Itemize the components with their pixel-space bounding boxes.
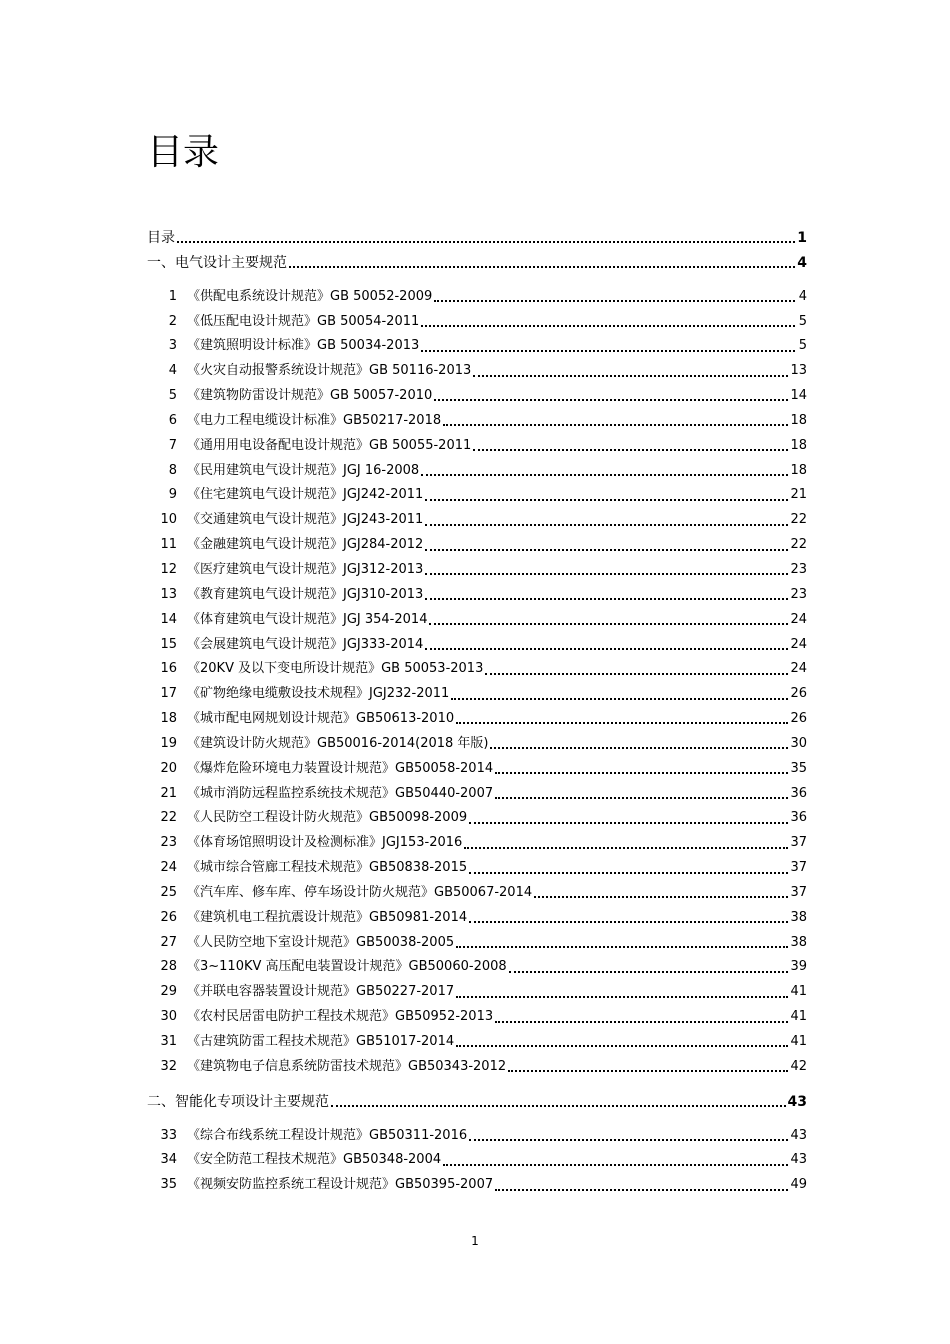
toc-dot-leader xyxy=(451,689,788,701)
toc-entry-link[interactable] xyxy=(147,459,807,484)
toc-entry-link[interactable] xyxy=(147,980,807,1005)
toc-entry-number: 2 xyxy=(168,313,177,329)
toc-entry-title: 《金融建筑电气设计规范》JGJ284-2012 xyxy=(187,537,424,553)
toc-page-number: 42 xyxy=(790,1058,807,1074)
toc-dot-leader xyxy=(456,1036,788,1048)
toc-dot-leader xyxy=(425,540,788,552)
toc-entry-title: 《人民防空工程设计防火规范》GB50098-2009 xyxy=(187,810,468,826)
toc-entry-link[interactable] xyxy=(147,1173,807,1198)
toc-dot-leader xyxy=(495,1180,788,1192)
toc-page-number: 39 xyxy=(790,959,807,975)
toc-dot-leader xyxy=(473,366,788,378)
toc-entry-title: 《交通建筑电气设计规范》JGJ243-2011 xyxy=(187,512,424,528)
toc-entry-link[interactable] xyxy=(147,1005,807,1030)
toc-dot-leader xyxy=(177,232,795,244)
toc-entry-title: 《电力工程电缆设计标准》GB50217-2018 xyxy=(187,412,442,428)
toc-entry-number: 31 xyxy=(160,1034,177,1049)
toc-page-number: 24 xyxy=(790,611,807,627)
toc-page-number: 37 xyxy=(790,835,807,851)
toc-entry-link[interactable] xyxy=(147,931,807,956)
toc-page-number: 22 xyxy=(790,512,807,528)
toc-entry-number: 15 xyxy=(160,636,177,652)
toc-dot-leader xyxy=(508,1061,788,1073)
toc-entry-number: 28 xyxy=(160,959,177,975)
toc-entry-link[interactable] xyxy=(147,1124,807,1149)
toc-page-number: 38 xyxy=(790,934,807,950)
toc-dot-leader xyxy=(456,987,788,999)
toc-entry-link[interactable] xyxy=(147,757,807,782)
toc-entry-title: 《低压配电设计规范》GB 50054-2011 xyxy=(187,313,420,329)
toc-entry-number: 19 xyxy=(160,735,177,751)
toc-entry-link[interactable] xyxy=(147,831,807,856)
toc-dot-leader xyxy=(421,316,795,328)
toc-entry-title: 《20KV 及以下变电所设计规范》GB 50053-2013 xyxy=(187,661,484,677)
toc-entry-title: 《综合布线系统工程设计规范》GB50311-2016 xyxy=(187,1127,468,1143)
toc-entry-number: 10 xyxy=(160,512,177,528)
toc-entry-link[interactable] xyxy=(147,583,807,608)
toc-entry-number: 7 xyxy=(168,437,177,453)
toc-entry-number: 22 xyxy=(160,810,177,826)
toc-entry-number: 6 xyxy=(168,412,177,428)
toc-page-number: 41 xyxy=(790,1034,807,1049)
toc-entry-title: 《矿物绝缘电缆敷设技术规程》JGJ232-2011 xyxy=(187,686,450,702)
toc-page-number: 43 xyxy=(790,1152,807,1168)
toc-entry-number: 20 xyxy=(160,760,177,776)
toc-entry-title: 《民用建筑电气设计规范》JGJ 16-2008 xyxy=(187,462,420,478)
toc-entry-title: 《古建筑防雷工程技术规范》GB51017-2014 xyxy=(187,1034,455,1049)
toc-entry-link[interactable] xyxy=(147,955,807,980)
toc-entry-title: 《供配电系统设计规范》GB 50052-2009 xyxy=(187,288,433,304)
toc-page-number: 4 xyxy=(797,254,807,271)
toc-entry-link[interactable] xyxy=(147,384,807,409)
toc-page-number: 41 xyxy=(790,1009,807,1025)
toc-page-number: 13 xyxy=(790,363,807,379)
page-title: 目录 xyxy=(147,132,220,173)
toc-section-link[interactable] xyxy=(147,226,807,251)
toc-dot-leader xyxy=(469,1130,788,1142)
toc-entry-link[interactable] xyxy=(147,657,807,682)
toc-entry-title: 一、电气设计主要规范 xyxy=(147,254,287,271)
toc-entry-link[interactable] xyxy=(147,707,807,732)
toc-page-number: 43 xyxy=(787,1093,807,1110)
toc-dot-leader xyxy=(473,440,788,452)
toc-entry-number: 17 xyxy=(160,686,177,702)
toc-page-number: 14 xyxy=(790,388,807,404)
toc-entry-link[interactable] xyxy=(147,483,807,508)
toc-entry-title: 《城市综合管廊工程技术规范》GB50838-2015 xyxy=(187,860,468,876)
toc-entry-number: 9 xyxy=(168,487,177,503)
toc-page-number: 37 xyxy=(790,860,807,876)
toc-entry-link[interactable] xyxy=(147,856,807,881)
toc-dot-leader xyxy=(421,465,788,477)
toc-dot-leader xyxy=(456,937,788,949)
toc-page-number: 36 xyxy=(790,785,807,801)
toc-dot-leader xyxy=(421,341,795,353)
toc-entry-number: 29 xyxy=(160,984,177,1000)
toc-entry-link[interactable] xyxy=(147,359,807,384)
toc-dot-leader xyxy=(490,738,788,750)
toc-entry-number: 25 xyxy=(160,884,177,900)
toc-dot-leader xyxy=(509,962,789,974)
toc-entry-link[interactable] xyxy=(147,1055,807,1080)
toc-entry-number: 23 xyxy=(160,835,177,851)
toc-page-number: 41 xyxy=(790,984,807,1000)
toc-page-number: 24 xyxy=(790,636,807,652)
toc-page-number: 23 xyxy=(790,561,807,577)
toc-entry-number: 8 xyxy=(168,462,177,478)
toc-entry-title: 《3~110KV 高压配电装置设计规范》GB50060-2008 xyxy=(187,959,507,975)
toc-entry-link[interactable] xyxy=(147,533,807,558)
toc-page-number: 49 xyxy=(790,1177,807,1193)
toc-entry-link[interactable] xyxy=(147,409,807,434)
toc-dot-leader xyxy=(534,887,788,899)
toc-dot-leader xyxy=(434,390,788,402)
toc-page-number: 37 xyxy=(790,884,807,900)
toc-page-number: 5 xyxy=(798,313,807,329)
toc-entry-title: 目录 xyxy=(147,230,175,246)
toc-entry-title: 《城市消防远程监控系统技术规范》GB50440-2007 xyxy=(187,785,494,801)
toc-entry-title: 《建筑照明设计标准》GB 50034-2013 xyxy=(187,338,420,354)
toc-entry-number: 12 xyxy=(160,561,177,577)
toc-dot-leader xyxy=(425,639,788,651)
toc-entry-title: 《体育建筑电气设计规范》JGJ 354-2014 xyxy=(187,611,428,627)
toc-entry-number: 1 xyxy=(168,288,177,304)
toc-entry-link[interactable] xyxy=(147,608,807,633)
toc-entry-title: 二、智能化专项设计主要规范 xyxy=(147,1093,329,1110)
toc-page-number: 38 xyxy=(790,909,807,925)
toc-entry-link[interactable] xyxy=(147,906,807,931)
toc-entry-title: 《城市配电网规划设计规范》GB50613-2010 xyxy=(187,711,455,727)
toc-page-number: 26 xyxy=(790,711,807,727)
toc-page-number: 18 xyxy=(790,437,807,453)
toc-entry-title: 《火灾自动报警系统设计规范》GB 50116-2013 xyxy=(187,363,472,379)
toc-page-number: 26 xyxy=(790,686,807,702)
toc-entry-number: 26 xyxy=(160,909,177,925)
toc-entry-number: 35 xyxy=(160,1177,177,1193)
toc-entry-number: 24 xyxy=(160,860,177,876)
toc-dot-leader xyxy=(443,415,788,427)
toc-dot-leader xyxy=(495,1012,788,1024)
toc-page-number: 35 xyxy=(790,760,807,776)
toc-page-number: 23 xyxy=(790,586,807,602)
toc-dot-leader xyxy=(495,763,788,775)
toc-entry-title: 《人民防空地下室设计规范》GB50038-2005 xyxy=(187,934,455,950)
toc-entry-number: 32 xyxy=(160,1058,177,1074)
toc-page-number: 18 xyxy=(790,462,807,478)
toc-dot-leader xyxy=(469,813,788,825)
toc-entry-number: 5 xyxy=(168,388,177,404)
toc-section-link[interactable] xyxy=(147,1090,807,1115)
toc-page-number: 36 xyxy=(790,810,807,826)
toc-entry-title: 《体育场馆照明设计及检测标准》JGJ153-2016 xyxy=(187,835,463,851)
toc-page-number: 22 xyxy=(790,537,807,553)
page-number-footer: 1 xyxy=(471,1234,479,1248)
toc-entry-link[interactable] xyxy=(147,508,807,533)
toc-page-number: 4 xyxy=(798,288,807,304)
toc-entry-link[interactable] xyxy=(147,1148,807,1173)
toc-entry-number: 33 xyxy=(160,1127,177,1143)
toc-section-link[interactable] xyxy=(147,251,807,276)
toc-dot-leader xyxy=(425,490,788,502)
toc-entry-title: 《汽车库、修车库、停车场设计防火规范》GB50067-2014 xyxy=(187,884,533,900)
toc-entry-title: 《建筑物电子信息系统防雷技术规范》GB50343-2012 xyxy=(187,1058,507,1074)
toc-entry-number: 21 xyxy=(160,785,177,801)
toc-entry-link[interactable] xyxy=(147,732,807,757)
toc-entry-title: 《安全防范工程技术规范》GB50348-2004 xyxy=(187,1152,442,1168)
toc-entry-number: 3 xyxy=(168,338,177,354)
toc-entry-title: 《建筑机电工程抗震设计规范》GB50981-2014 xyxy=(187,909,468,925)
toc-entry-number: 13 xyxy=(160,586,177,602)
table-of-contents xyxy=(147,226,807,1198)
toc-entry-number: 27 xyxy=(160,934,177,950)
toc-entry-number: 16 xyxy=(160,661,177,677)
toc-entry-title: 《爆炸危险环境电力装置设计规范》GB50058-2014 xyxy=(187,760,494,776)
toc-dot-leader xyxy=(331,1096,786,1108)
toc-dot-leader xyxy=(425,564,788,576)
toc-page-number: 5 xyxy=(798,338,807,354)
toc-entry-number: 18 xyxy=(160,711,177,727)
toc-dot-leader xyxy=(464,838,788,850)
toc-entry-title: 《会展建筑电气设计规范》JGJ333-2014 xyxy=(187,636,424,652)
toc-dot-leader xyxy=(495,788,788,800)
toc-dot-leader xyxy=(425,515,788,527)
toc-entry-title: 《视频安防监控系统工程设计规范》GB50395-2007 xyxy=(187,1177,494,1193)
toc-entry-number: 11 xyxy=(160,537,177,553)
toc-page-number: 30 xyxy=(790,735,807,751)
toc-dot-leader xyxy=(434,291,795,303)
toc-entry-number: 14 xyxy=(160,611,177,627)
toc-entry-link[interactable] xyxy=(147,782,807,807)
toc-entry-title: 《建筑设计防火规范》GB50016-2014(2018 年版) xyxy=(187,735,489,751)
toc-page-number: 1 xyxy=(797,230,807,246)
toc-dot-leader xyxy=(469,912,788,924)
toc-page-number: 18 xyxy=(790,412,807,428)
toc-entry-number: 30 xyxy=(160,1009,177,1025)
toc-entry-title: 《建筑物防雷设计规范》GB 50057-2010 xyxy=(187,388,433,404)
toc-entry-number: 4 xyxy=(168,363,177,379)
toc-entry-title: 《医疗建筑电气设计规范》JGJ312-2013 xyxy=(187,561,424,577)
toc-entry-link[interactable] xyxy=(147,558,807,583)
toc-dot-leader xyxy=(425,589,788,601)
toc-entry-title: 《教育建筑电气设计规范》JGJ310-2013 xyxy=(187,586,424,602)
toc-dot-leader xyxy=(456,713,788,725)
toc-entry-title: 《农村民居雷电防护工程技术规范》GB50952-2013 xyxy=(187,1009,494,1025)
toc-dot-leader xyxy=(485,664,788,676)
toc-dot-leader xyxy=(289,257,795,269)
toc-dot-leader xyxy=(443,1155,788,1167)
toc-page-number: 24 xyxy=(790,661,807,677)
toc-dot-leader xyxy=(469,863,788,875)
toc-dot-leader xyxy=(429,614,788,626)
toc-entry-link[interactable] xyxy=(147,806,807,831)
toc-entry-title: 《并联电容器装置设计规范》GB50227-2017 xyxy=(187,984,455,1000)
toc-entry-number: 34 xyxy=(160,1152,177,1168)
toc-page-number: 21 xyxy=(790,487,807,503)
toc-entry-title: 《通用用电设备配电设计规范》GB 50055-2011 xyxy=(187,437,472,453)
toc-entry-link[interactable] xyxy=(147,334,807,359)
toc-entry-link[interactable] xyxy=(147,434,807,459)
toc-entry-link[interactable] xyxy=(147,633,807,658)
toc-page-number: 43 xyxy=(790,1127,807,1143)
toc-entry-link[interactable] xyxy=(147,310,807,335)
toc-entry-title: 《住宅建筑电气设计规范》JGJ242-2011 xyxy=(187,487,424,503)
toc-entry-link[interactable] xyxy=(147,285,807,310)
toc-entry-link[interactable] xyxy=(147,881,807,906)
toc-entry-link[interactable] xyxy=(147,682,807,707)
toc-entry-link[interactable] xyxy=(147,1030,807,1055)
